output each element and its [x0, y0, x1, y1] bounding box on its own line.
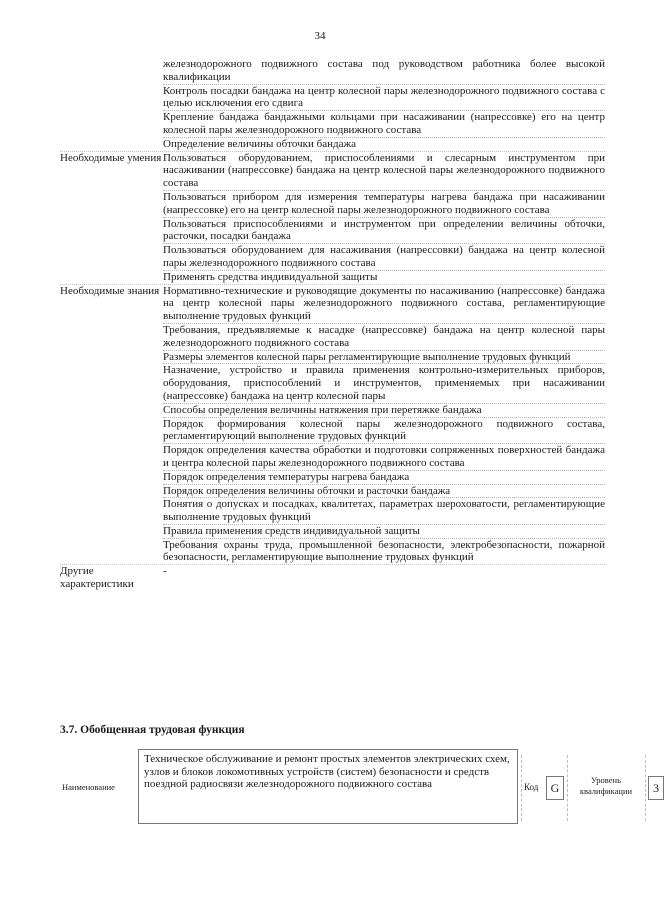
table-row-skills — [60, 151, 605, 284]
row-items — [163, 58, 605, 151]
list-item: Пользоваться оборудованием, приспособлениями и слесарным инструментом при насаживании (напрессовке) бандажа на центр колесной пары железнодорожного подвижного состава — [163, 151, 605, 190]
list-item: - — [163, 565, 167, 578]
row-items — [163, 285, 605, 565]
competency-table — [60, 58, 605, 591]
row-label-other: Другие характеристики — [60, 565, 134, 591]
list-item: Назначение, устройство и правила применения контрольно-измерительных приборов, оборудования, приспособлений и инструментов, применяемых при насаживании (напрессовке) бандажа на центр колесной пары — [163, 364, 605, 402]
list-item: Правила применения средств индивидуальной защиты — [163, 525, 605, 539]
name-value: Техническое обслуживание и ремонт простых элементов электрических схем, узлов и блоков локомотивных устройств (систем) безопасности и средств поездной радиосвязи железнодорожного подвижного состава — [138, 749, 518, 824]
list-item: Контроль посадки бандажа на центр колесной пары железнодорожного подвижного состава с целью исключения его сдвига — [163, 84, 605, 110]
code-value: G — [546, 776, 564, 800]
list-item: Требования, предъявляемые к насадке (напрессовке) бандажа на центр колесной пары железнодорожного подвижного состава — [163, 323, 605, 349]
list-item: Порядок формирования колесной пары железнодорожного подвижного состава, регламентирующий выполнение трудовых функций — [163, 417, 605, 443]
table-row — [60, 58, 605, 151]
list-item: Порядок определения температуры нагрева бандажа — [163, 471, 605, 485]
name-label: Наименование — [62, 782, 115, 792]
level-value: 3 — [648, 776, 664, 800]
divider-line — [567, 755, 568, 821]
list-item: Способы определения величины натяжения при перетяжке бандажа — [163, 404, 605, 418]
level-label: Уровень квалификации — [579, 775, 633, 796]
list-item: Размеры элементов колесной пары регламентирующие выполнение трудовых функций — [163, 351, 605, 365]
section-title: 3.7. Обобщенная трудовая функция — [60, 724, 245, 736]
table-row-knowledge — [60, 284, 605, 565]
list-item: Пользоваться прибором для измерения температуры нагрева бандажа при насаживании (напрессовке) его на центр колесной пары железнодорожного подвижного состава — [163, 190, 605, 216]
list-item: Определение величины обточки бандажа — [163, 137, 356, 150]
code-label: Код — [524, 782, 539, 792]
table-row-other — [60, 564, 605, 591]
list-item: железнодорожного подвижного состава под руководством работника более высокой квалификации — [163, 58, 605, 83]
divider-line — [521, 755, 522, 821]
list-item: Крепление бандажа бандажными кольцами при насаживании (напрессовке) его на центр колесной пары железнодорожного подвижного состава — [163, 111, 605, 136]
page-number: 34 — [314, 30, 326, 42]
row-items — [163, 565, 605, 591]
list-item: Пользоваться приспособлениями и инструментом при определении величины обточки, расточки, посадки бандажа — [163, 217, 605, 243]
list-item: Пользоваться оборудованием для насаживания (напрессовки) бандажа на центр колесной пары железнодорожного подвижного состава — [163, 244, 605, 269]
generalized-function-table — [60, 749, 659, 825]
list-item: Понятия о допусках и посадках, квалитетах, параметрах шероховатости, регламентирующие выполнение трудовых функций — [163, 498, 605, 524]
row-label — [60, 58, 163, 151]
divider-line — [645, 755, 646, 821]
list-item: Требования охраны труда, промышленной безопасности, электробезопасности, пожарной безопасности, регламентирующие выполнение трудовых функций — [163, 538, 605, 564]
row-label-skills: Необходимые умения — [60, 151, 162, 164]
list-item: Порядок определения качества обработки и подготовки сопряженных поверхностей бандажа и центра колесной пары железнодорожного подвижного состава — [163, 444, 605, 469]
list-item: Порядок определения величины обточки и расточки бандажа — [163, 485, 605, 499]
list-item: Применять средства индивидуальной защиты — [163, 270, 378, 283]
list-item: Нормативно-технические и руководящие документы по насаживанию (напрессовке) бандажа на центр колесной пары железнодорожного подвижного состава, регламентирующие выполнение трудовых функций — [163, 284, 605, 323]
row-label-knowledge: Необходимые знания — [60, 284, 160, 297]
row-items — [163, 152, 605, 284]
